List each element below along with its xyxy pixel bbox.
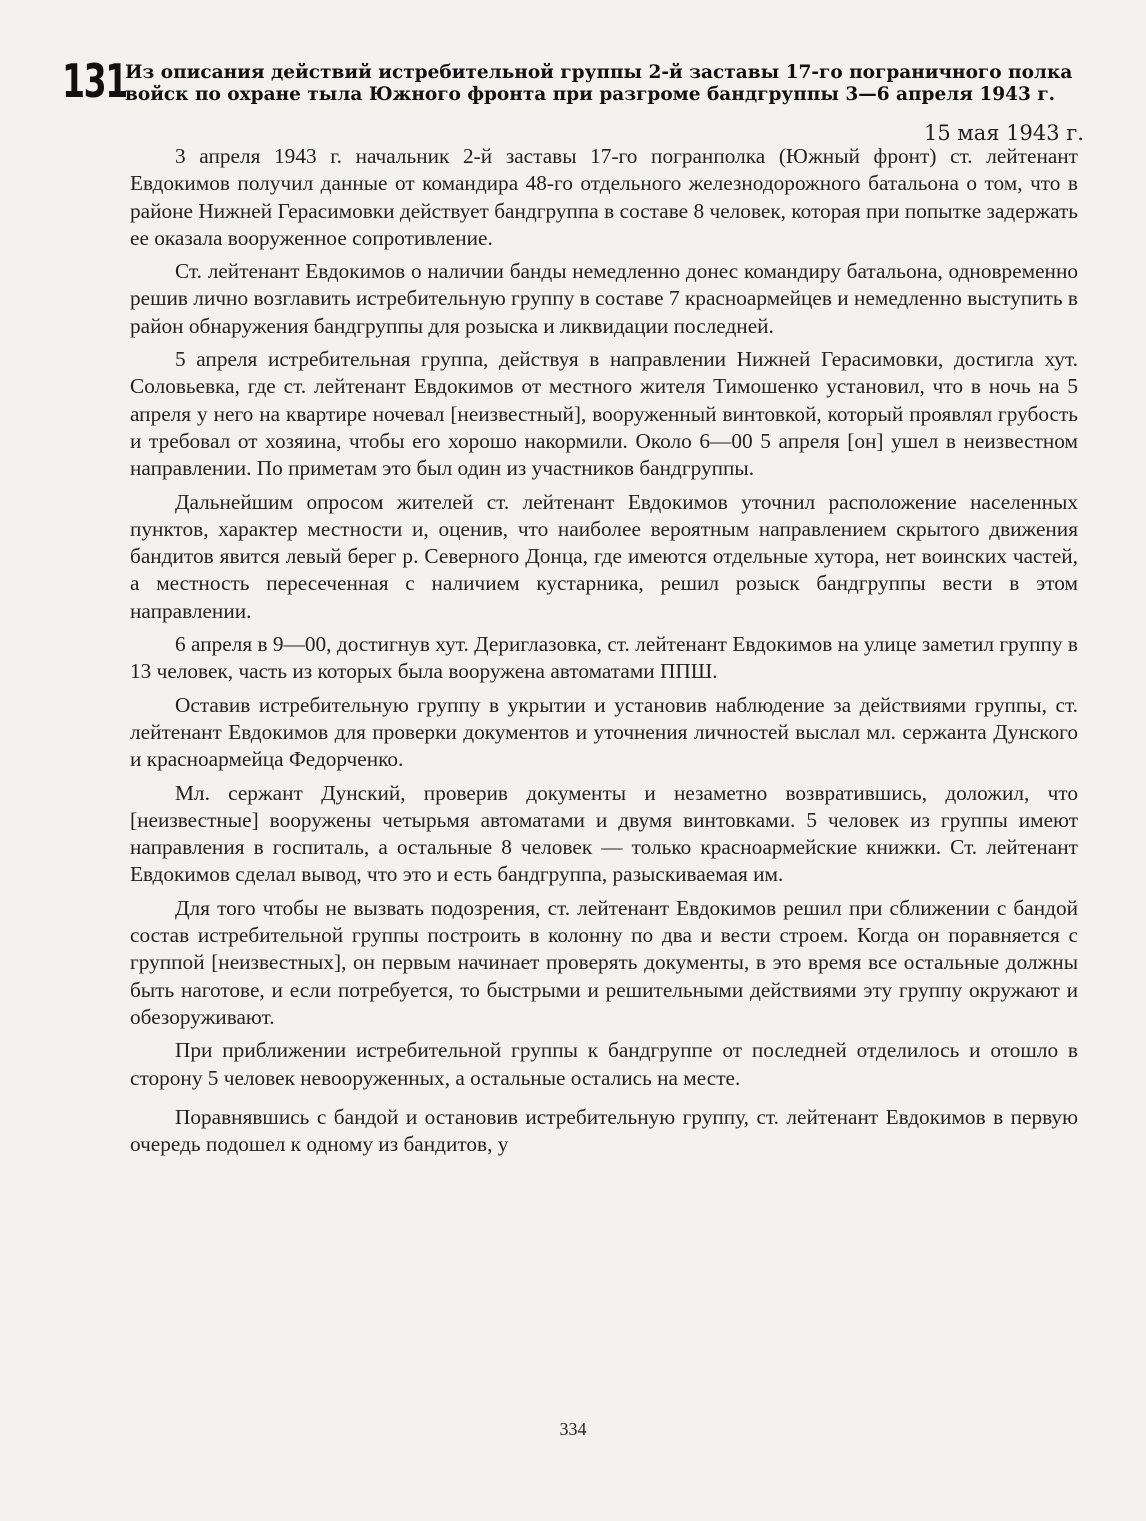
title-line: войск по охране тыла Южного фронта при разгроме бандгруппы 3—6 апреля 1943 г. xyxy=(125,84,1056,105)
page-number: 334 xyxy=(559,1419,587,1439)
paragraph: 5 апреля истребительная группа, действуя в направлении Нижней Герасимовки, достигла хут. Соловьевка, где ст. лейтенант Евдокимов от местного жителя Тимошенко установил, что в ночь на 5 апреля у него на квартире ночевал [неизвестный], вооруженный винтовкой, который проявлял грубость и требовал от хозяина, чтобы его хорошо накормили. Около 6—00 5 апреля [он] ушел в неизвестном направлении. По приметам это был один из участников бандгруппы. xyxy=(130,347,1078,481)
paragraph: Для того чтобы не вызвать подозрения, ст. лейтенант Евдокимов решил при сближении с бандой состав истребительной группы построить в колонну по два и вести строем. Когда он поравняется с группой [неизвестных], он первым начинает проверять документы, в это время все остальные должны быть наготове, и если потребуется, то быстрыми и решительными действиями эту группу окружают и обезоруживают. xyxy=(130,895,1078,1029)
paragraph: При приближении истребительной группы к бандгруппе от последней отделилось и отошло в сторону 5 человек невооруженных, а остальные остались на месте. xyxy=(130,1038,1078,1090)
document-number: 131 xyxy=(62,54,127,108)
paragraph: Дальнейшим опросом жителей ст. лейтенант Евдокимов уточнил расположение населенных пунктов, характер местности и, оценив, что наиболее вероятным направлением скрытого движения бандитов явится левый берег р. Северного Донца, где имеются отдельные хутора, нет воинских частей, а местность пересеченная с наличием кустарника, решил розыск бандгруппы вести в этом направлении. xyxy=(130,489,1078,623)
document-body xyxy=(130,143,1078,1164)
paragraph: Мл. сержант Дунский, проверив документы и незаметно возвратившись, доложил, что [неизвестные] вооружены четырьмя автоматами и двумя винтовками. 5 человек из группы имеют направления в госпиталь, а остальные 8 человек — только красноармейские книжки. Ст. лейтенант Евдокимов сделал вывод, что это и есть бандгруппа, разыскиваемая им. xyxy=(130,780,1078,887)
title-line: Из описания действий истребительной группы 2-й заставы 17-го пограничного полка xyxy=(125,62,1073,83)
paragraph: Поравнявшись с бандой и остановив истребительную группу, ст. лейтенант Евдокимов в первую очередь подошел к одному из бандитов, у xyxy=(130,1104,1078,1157)
paragraph: Ст. лейтенант Евдокимов о наличии банды немедленно донес командиру батальона, одновременно решив лично возглавить истребительную группу в составе 7 красноармейцев и немедленно выступить в район обнаружения бандгруппы для розыска и ликвидации последней. xyxy=(130,259,1078,338)
document-date: 15 мая 1943 г. xyxy=(924,121,1084,145)
paragraph: Оставив истребительную группу в укрытии и установив наблюдение за действиями группы, ст. лейтенант Евдокимов для проверки документов и уточнения личностей выслал мл. сержанта Дунского и красноармейца Федорченко. xyxy=(130,692,1078,772)
paragraph: 3 апреля 1943 г. начальник 2-й заставы 17-го погранполка (Южный фронт) ст. лейтенант Евдокимов получил данные от командира 48-го отдельного железнодорожного батальона о том, что в районе Нижней Герасимовки действует бандгруппа в составе 8 человек, которая при попытке задержать ее оказала вооруженное сопротивление. xyxy=(130,144,1078,250)
document-title xyxy=(125,62,1080,106)
paragraph: 6 апреля в 9—00, достигнув хут. Дериглазовка, ст. лейтенант Евдокимов на улице заметил группу в 13 человек, часть из которых была вооружена автоматами ППШ. xyxy=(130,632,1078,684)
